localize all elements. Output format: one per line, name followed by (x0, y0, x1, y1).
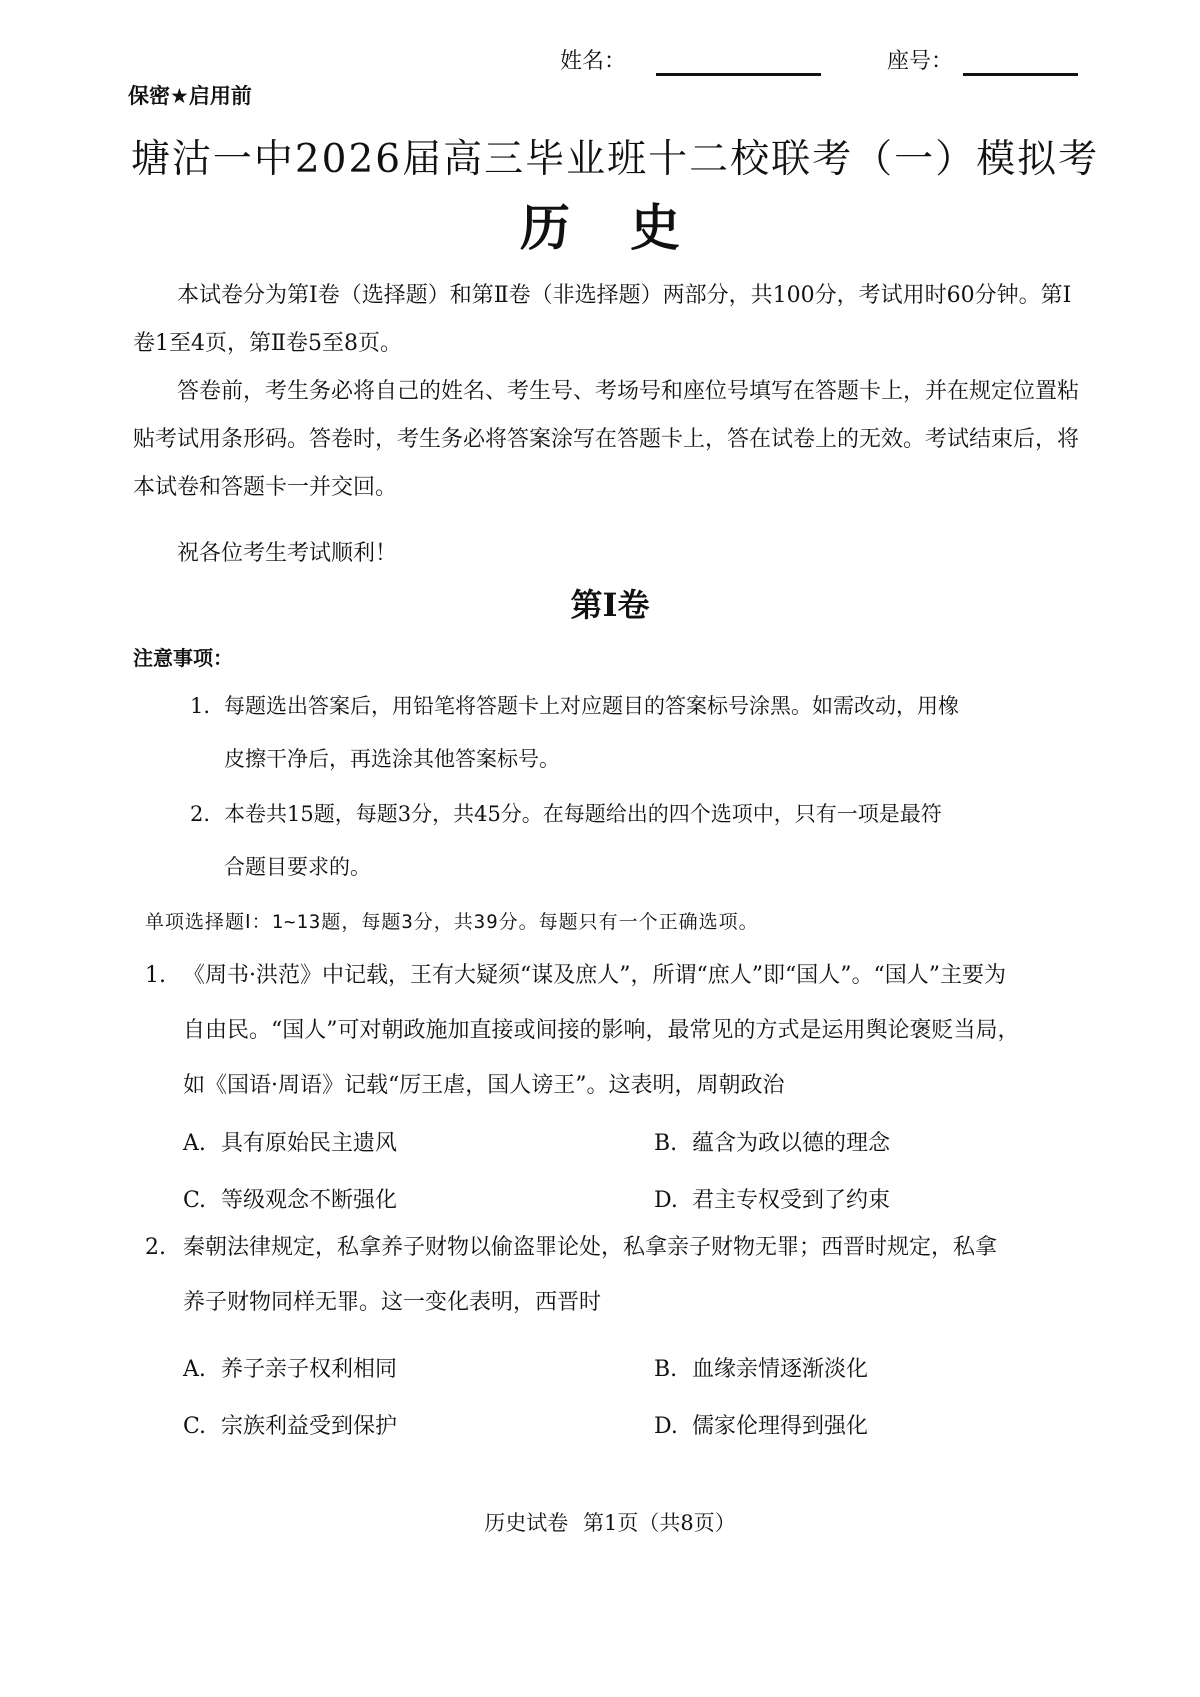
option-letter: A. (183, 1131, 206, 1156)
question-stem-line3: 如《国语·周语》记载“厉王虐，国人谤王”。这表明，周朝政治 (183, 1073, 785, 1098)
option-text: 养子亲子权利相同 (221, 1357, 398, 1382)
option-letter: A. (183, 1357, 206, 1382)
page-footer: 历史试卷 第1页（共8页） (484, 1511, 736, 1535)
secret-mark: 保密★启用前 (128, 84, 252, 108)
option-text: 血缘亲情逐渐淡化 (692, 1357, 869, 1382)
question-number: 2. (145, 1235, 166, 1260)
header-fields (560, 44, 1078, 76)
option-b[interactable] (654, 1352, 868, 1383)
question-number: 1. (145, 963, 166, 988)
note-item (190, 680, 1110, 786)
note-number: 2. (190, 802, 211, 826)
subject-title: 历史 (520, 198, 740, 257)
seat-label: 座号： (887, 49, 954, 74)
option-letter: B. (654, 1131, 678, 1156)
question-stem-line2: 养子财物同样无罪。这一变化表明，西晋时 (183, 1290, 602, 1315)
name-blank (656, 73, 821, 76)
option-letter: C. (183, 1188, 207, 1213)
option-text: 君主专权受到了约束 (692, 1188, 891, 1213)
note-number: 1. (190, 694, 211, 718)
question-2 (145, 1220, 1125, 1330)
name-label: 姓名： (560, 49, 627, 74)
note-text-line2: 皮擦干净后，再选涂其他答案标号。 (224, 747, 560, 771)
option-letter: C. (183, 1414, 207, 1439)
question-1 (145, 948, 1125, 1113)
note-item (190, 788, 1110, 894)
option-a[interactable] (183, 1352, 397, 1383)
option-d[interactable] (654, 1183, 890, 1214)
note-text-line1: 本卷共15题，每题3分，共45分。在每题给出的四个选项中，只有一项是最符 (224, 802, 942, 826)
notes-title: 注意事项： (133, 646, 233, 670)
note-text-line1: 每题选出答案后，用铅笔将答题卡上对应题目的答案标号涂黑。如需改动，用橡 (224, 694, 959, 718)
option-c[interactable] (183, 1409, 397, 1440)
option-text: 蕴含为政以德的理念 (692, 1131, 891, 1156)
exam-title: 塘沽一中2026届高三毕业班十二校联考（一）模拟考 (130, 137, 1100, 182)
option-text: 宗族利益受到保护 (221, 1414, 398, 1439)
intro-paragraph-2: 答卷前，考生务必将自己的姓名、考生号、考场号和座位号填写在答题卡上，并在规定位置粘贴考试用条形码。答卷时，考生务必将答案涂写在答题卡上，答在试卷上的无效。考试结束后，将本试卷和答题卡一并交回。 (133, 379, 1080, 500)
option-text: 具有原始民主遗风 (221, 1131, 398, 1156)
seat-blank (963, 73, 1078, 76)
intro-paragraph-3: 祝各位考生考试顺利！ (177, 541, 398, 566)
option-letter: D. (654, 1188, 678, 1213)
option-a[interactable] (183, 1126, 397, 1157)
option-d[interactable] (654, 1409, 868, 1440)
option-letter: D. (654, 1414, 678, 1439)
section-header: 单项选择题Ⅰ：1~13题，每题3分，共39分。每题只有一个正确选项。 (145, 911, 759, 933)
intro-paragraph-1: 本试卷分为第Ⅰ卷（选择题）和第Ⅱ卷（非选择题）两部分，共100分，考试用时60分钟。第Ⅰ卷1至4页，第Ⅱ卷5至8页。 (133, 283, 1072, 356)
option-text: 等级观念不断强化 (221, 1188, 398, 1213)
question-stem-line2: 自由民。“国人”可对朝政施加直接或间接的影响，最常见的方式是运用舆论褒贬当局， (183, 1018, 1020, 1043)
option-c[interactable] (183, 1183, 397, 1214)
volume-title: 第Ⅰ卷 (570, 586, 650, 624)
question-stem-line1: 《周书·洪范》中记载，王有大疑须“谋及庶人”，所谓“庶人”即“国人”。“国人”主要为 (183, 963, 1006, 988)
note-text-line2: 合题目要求的。 (224, 855, 371, 879)
option-letter: B. (654, 1357, 678, 1382)
option-text: 儒家伦理得到强化 (692, 1414, 869, 1439)
option-b[interactable] (654, 1126, 890, 1157)
question-stem-line1: 秦朝法律规定，私拿养子财物以偷盗罪论处，私拿亲子财物无罪；西晋时规定，私拿 (183, 1235, 998, 1260)
